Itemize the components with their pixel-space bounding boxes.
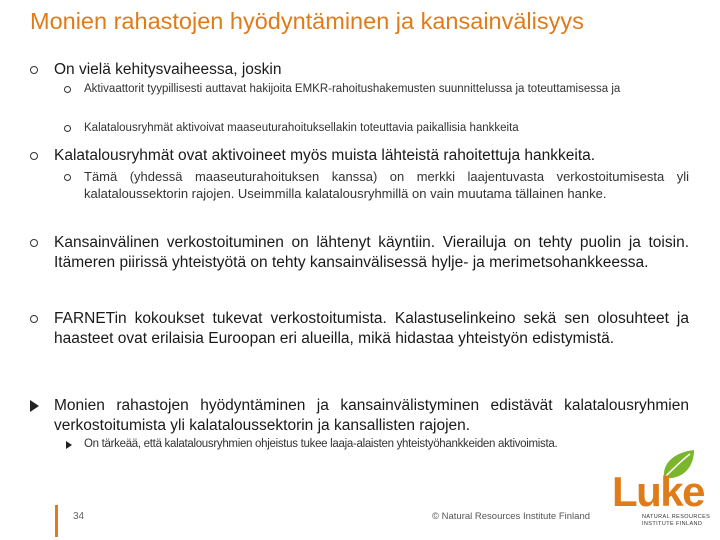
circle-bullet-icon xyxy=(64,82,71,98)
circle-bullet-icon xyxy=(30,146,38,166)
logo-subline-1: NATURAL RESOURCES xyxy=(642,514,711,520)
circle-bullet-icon xyxy=(64,121,71,137)
bullet-text: Kansainvälinen verkostoituminen on lähtenyt käyntiin. Vierailuja on tehty puolin ja toisin. Itämeren piirissä yhteistyötä on tehty kansainvälisessä hylje- ja merimetsohankkeessa. xyxy=(54,234,689,271)
conclusion-item xyxy=(54,396,689,436)
circle-bullet-icon xyxy=(30,60,38,80)
logo-subtitle xyxy=(642,514,710,527)
circle-bullet-icon xyxy=(30,233,38,253)
footer-accent-bar xyxy=(55,505,58,537)
sub-bullet-text: Kalatalousryhmät aktivoivat maaseuturahoituksellakin toteuttavia paikallisia hankkeita xyxy=(84,122,519,134)
bullet-text: Kalatalousryhmät ovat aktivoineet myös muista lähteistä rahoitettuja hankkeita. xyxy=(54,147,596,164)
sub-bullet-text: Tämä (yhdessä maaseuturahoituksen kanssa) on merkki laajentuvasta verkostoitumisesta yli kalataloussektorin rajojen. Useimmilla kalatalousryhmillä on vain muutama tällainen hanke. xyxy=(84,169,689,201)
bullet-text: On vielä kehitysvaiheessa, joskin xyxy=(54,61,282,78)
arrow-bullet-icon xyxy=(30,396,39,418)
arrow-bullet-icon xyxy=(66,437,72,454)
page-title: Monien rahastojen hyödyntäminen ja kansainvälisyys xyxy=(30,8,584,34)
luke-logo xyxy=(606,440,716,535)
conclusion-text: Monien rahastojen hyödyntäminen ja kansainvälistyminen edistävät kalatalousryhmien verkostoitumista yli kalataloussektorin ja kansallisten rajojen. xyxy=(54,397,689,434)
bullet-text: FARNETin kokoukset tukevat verkostoitumista. Kalastuselinkeino sekä sen olosuhteet ja haasteet ovat erilaisia Euroopan eri alueilla, mikä hidastaa yhteistyön edistymistä. xyxy=(54,310,689,347)
page-number: 34 xyxy=(73,511,85,522)
logo-subline-2: INSTITUTE FINLAND xyxy=(642,520,703,527)
sub-bullet-item xyxy=(84,121,694,136)
sub-bullet-item xyxy=(84,169,689,202)
bullet-item-2 xyxy=(54,146,699,166)
copyright-text: © Natural Resources Institute Finland xyxy=(432,511,591,522)
circle-bullet-icon xyxy=(64,169,71,186)
sub-bullet-text: Aktivaattorit tyypillisesti auttavat hakijoita EMKR-rahoitushakemusten suunnittelussa ja toteuttamisessa ja xyxy=(84,83,621,95)
logo-wordmark: Luke xyxy=(612,468,705,515)
bullet-item-4 xyxy=(54,309,689,349)
bullet-item-3 xyxy=(54,233,689,273)
conclusion-sub-text: On tärkeää, että kalatalousryhmien ohjeistus tukee laaja-alaisten yhteistyöhankkeiden aktivoimista. xyxy=(84,438,558,450)
bullet-item-1 xyxy=(54,60,694,80)
circle-bullet-icon xyxy=(30,309,38,329)
sub-bullet-item xyxy=(84,82,688,97)
